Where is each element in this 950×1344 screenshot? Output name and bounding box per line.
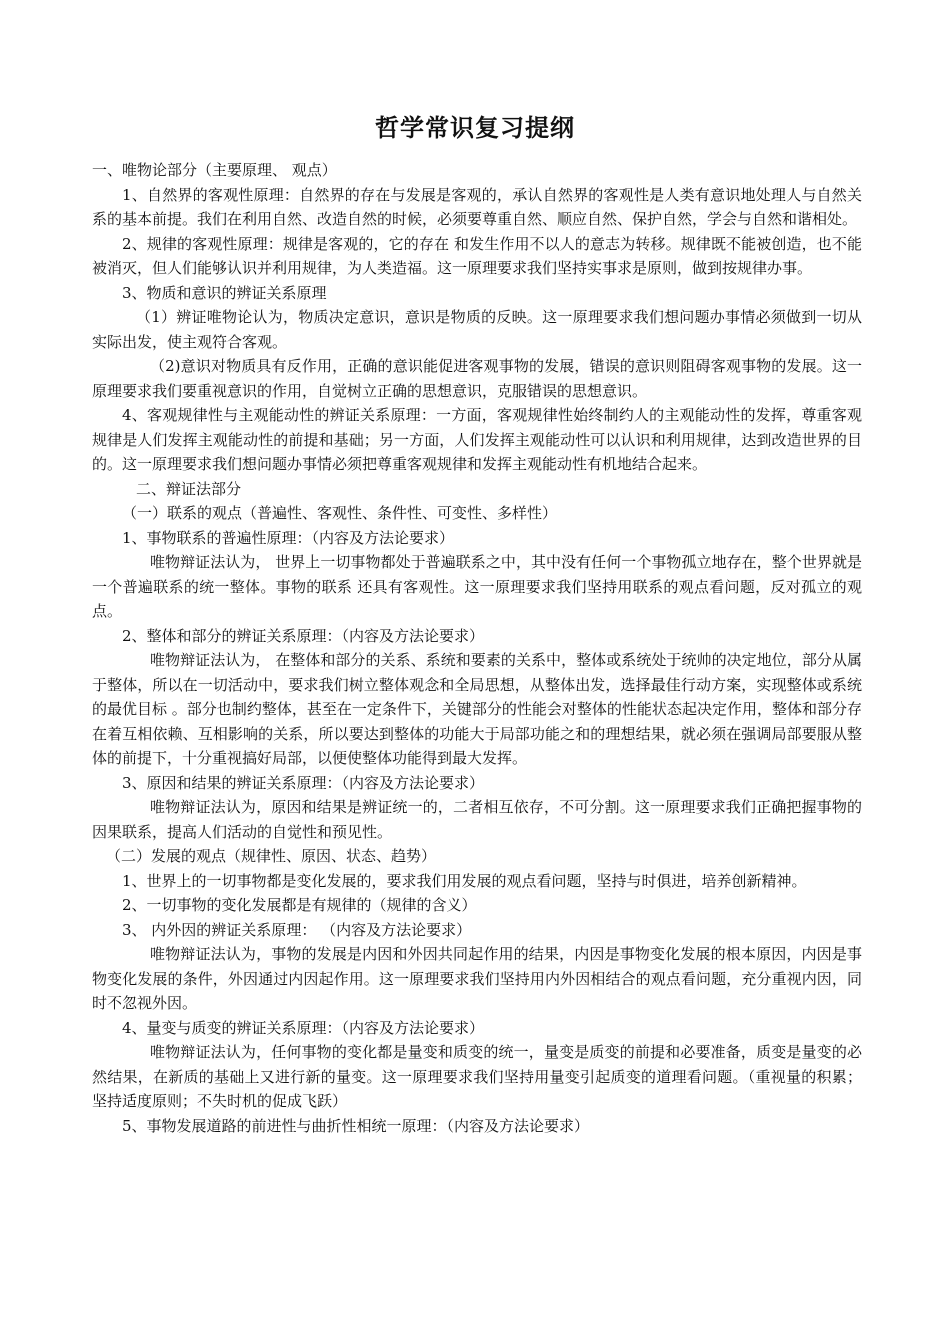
subheading-quantity-quality: 4、量变与质变的辨证关系原理：（内容及方法论要求） — [122, 1018, 485, 1037]
paragraph-internal-external: 唯物辩证法认为，事物的发展是内因和外因共同起作用的结果，内因是事物变化发展的根本原因，内因是事物变化发展的条件，外因通过内因起作用。这一原理要求我们坚持用内外因相结合的观点看问题，充分重视内因，同时不忽视外因。 — [92, 945, 862, 1012]
subheading-internal-external: 3、 内外因的辨证关系原理： （内容及方法论要求） — [122, 920, 472, 939]
section-heading-dialectics: 二、辩证法部分 — [136, 479, 242, 498]
subheading-connection-view: （一）联系的观点（普遍性、客观性、条件性、可变性、多样性） — [122, 504, 558, 522]
subheading-development-view: （二）发展的观点（规律性、原因、状态、趋势） — [106, 847, 437, 865]
section-heading-materialism: 一、唯物论部分（主要原理、 观点） — [92, 161, 337, 179]
paragraph-development-1: 1、世界上的一切事物都是变化发展的，要求我们用发展的观点看问题，坚持与时俱进，培养创新精神。 — [122, 871, 807, 890]
document-title: 哲学常识复习提纲 — [375, 114, 575, 142]
subheading-matter-consciousness: 3、物质和意识的辨证关系原理 — [122, 283, 327, 302]
subheading-cause-effect: 3、原因和结果的辨证关系原理：（内容及方法论要求） — [122, 773, 485, 792]
paragraph-development-2: 2、一切事物的变化发展都是有规律的（规律的含义） — [122, 896, 477, 914]
paragraph-nature-objectivity: 1、自然界的客观性原理：自然界的存在与发展是客观的，承认自然界的客观性是人类有意识地处理人与自然关系的基本前提。我们在利用自然、改造自然的时候，必须要尊重自然、顺应自然、保护自然，学会与自然和谐相处。 — [92, 185, 862, 228]
subheading-whole-part: 2、整体和部分的辨证关系原理：（内容及方法论要求） — [122, 626, 485, 645]
subheading-universality: 1、事物联系的普遍性原理：（内容及方法论要求） — [122, 528, 455, 547]
document-body — [92, 158, 862, 1138]
paragraph-matter-determines: （1）辨证唯物论认为，物质决定意识，意识是物质的反映。这一原理要求我们想问题办事情必须做到一切从实际出发，使主观符合客观。 — [92, 308, 862, 351]
paragraph-law-objectivity: 2、规律的客观性原理：规律是客观的，它的存在 和发生作用不以人的意志为转移。规律既不能被创造，也不能被消灭，但人们能够认识并利用规律，为人类造福。这一原理要求我们坚持实事求是原则，做到按规律办事。 — [92, 234, 862, 277]
paragraph-whole-part: 唯物辩证法认为， 在整体和部分的关系、系统和要素的关系中，整体或系统处于统帅的决定地位，部分从属于整体，所以在一切活动中，要求我们树立整体观念和全局思想，从整体出发，选择最佳行动方案，实现整体或系统的最优目标 。部分也制约整体，甚至在一定条件下，关键部分的性能会对整体的性能状态起决定作用，整体和部分存在着互相依赖、互相影响的关系，所以要达到整体的功能大于局部功能之和的理想结果，就必须在强调局部要服从整体的前提下，十分重视搞好局部，以便使整体功能得到最大发挥。 — [92, 651, 862, 767]
paragraph-objective-subjective: 4、客观规律性与主观能动性的辨证关系原理：一方面，客观规律性始终制约人的主观能动性的发挥，尊重客观规律是人们发挥主观能动性的前提和基础；另一方面，人们发挥主观能动性可以认识和利用规律，达到改造世界的目的。这一原理要求我们想问题办事情必须把尊重客观规律和发挥主观能动性有机地结合起来。 — [92, 406, 862, 473]
paragraph-universality: 唯物辩证法认为， 世界上一切事物都处于普遍联系之中，其中没有任何一个事物孤立地存在，整个世界就是一个普遍联系的统一整体。事物的联系 还具有客观性。这一原理要求我们坚持用联系的观点看问题，反对孤立的观点。 — [92, 553, 862, 620]
paragraph-cause-effect: 唯物辩证法认为，原因和结果是辨证统一的，二者相互依存，不可分割。这一原理要求我们正确把握事物的因果联系，提高人们活动的自觉性和预见性。 — [92, 798, 862, 841]
paragraph-consciousness-reaction: （2)意识对物质具有反作用，正确的意识能促进客观事物的发展，错误的意识则阻碍客观事物的发展。这一原理要求我们要重视意识的作用，自觉树立正确的思想意识，克服错误的思想意识。 — [92, 357, 862, 400]
subheading-progress-twists: 5、事物发展道路的前进性与曲折性相统一原理：（内容及方法论要求） — [122, 1116, 590, 1135]
paragraph-quantity-quality: 唯物辩证法认为，任何事物的变化都是量变和质变的统一，量变是质变的前提和必要准备，质变是量变的必然结果，在新质的基础上又进行新的量变。这一原理要求我们坚持用量变引起质变的道理看问题。（重视量的积累；坚持适度原则；不失时机的促成飞跃） — [92, 1043, 862, 1110]
